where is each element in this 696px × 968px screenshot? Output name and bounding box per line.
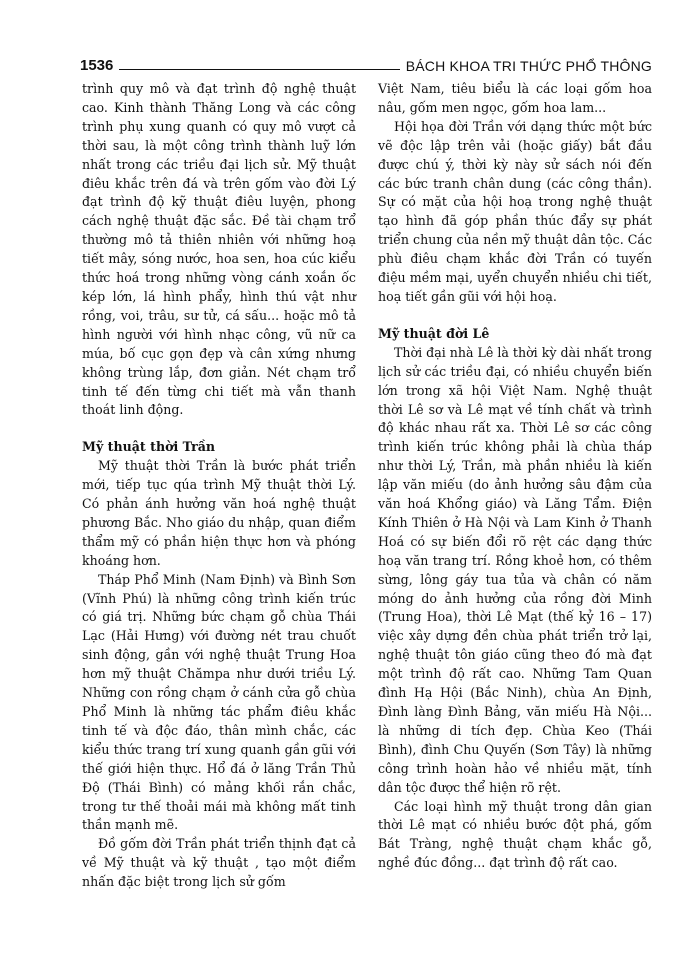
paragraph-tran-intro: Mỹ thuật thời Trần là bước phát triển mới, tiếp tục qúa trình Mỹ thuật thời Lý. Có phản ánh hưởng văn hoá nghệ thuật phương Bắc. Nho giáo du nhập, quan điểm thẩm mỹ có phần hiện thực hơn và phóng khoáng hơn. [82, 458, 356, 568]
paragraph-tran-painting: Hội họa đời Trần với dạng thức một bức vẽ độc lập trên vải (hoặc giấy) bắt đầu được chú ý, thời kỳ này sử sách nói đến các bức tranh chân dung (các công thần). Sự có mặt của hội hoạ trong nghệ thuật tạo hình đã góp phần thúc đẩy sự phát triển chung của nền mỹ thuật dân tộc. Các phù điêu chạm khắc đời Trần có tuyến điệu mềm mại, uyển chuyển nhiều chi tiết, hoạ tiết gần gũi với hội hoạ. [378, 118, 652, 304]
paragraph-ly-continued: trình quy mô và đạt trình độ nghệ thuật cao. Kinh thành Thăng Long và các công trình phụ xung quanh có quy mô vượt cả thời sau, là một công trình thành luỹ lớn nhất trong các triều đại lịch sử. Mỹ thuật điêu khắc trên đá và trên gốm vào đời Lý đạt trình độ kỹ thuật điêu luyện, phong cách nghệ thuật đặc sắc. Đề tài chạm trổ thường mô tả thiên nhiên với những hoạ tiết mây, sóng nước, hoa sen, hoa cúc kiểu thức hoá trong những vòng cánh xoắn ốc kép lớn, lá hình phẩy, hình thú vật như rồng, voi, trâu, sư tử, cá sấu... hoặc mô tả hình người với hình nhạc công, vũ nữ ca múa, bố cục gọn đẹp và cân xứng nhưng không trùng lắp, đơn giản. Nét chạm trổ tinh tế đến từng chi tiết mà vẫn thanh thoát linh động. [82, 81, 356, 418]
paragraph-le-intro: Thời đại nhà Lê là thời kỳ dài nhất trong lịch sử các triều đại, có nhiều chuyển biến lớn trong xã hội Việt Nam. Nghệ thuật thời Lê sơ và Lê mạt về tính chất và trình độ khác nhau rất xa. Thời Lê sơ các công trình kiến trúc không phải là chùa tháp như thời Lý, Trần, mà phần nhiều là kiến lập văn miếu (do ảnh hưởng sâu đậm của văn hoá Khổng giáo) và Lăng Tẩm. Điện Kính Thiên ở Hà Nội và Lam Kinh ở Thanh Hoá có sự biến đổi rõ rệt các dạng thức hoạ văn trang trí. Rồng khoẻ hơn, có thêm sừng, lông gáy tua tủa và chân có năm móng do ảnh hưởng của rồng đời Minh (Trung Hoa), thời Lê Mạt (thế kỷ 16 – 17) việc xây dựng đền chùa phát triển trở lại, nghệ thuật tôn giáo cũng theo đó mà đạt một trình độ rất cao. Những Tam Quan đình Hạ Hội (Bắc Ninh), chùa An Định, Đình làng Đình Bảng, văn miếu Hà Nội... là những di tích đẹp. Chùa Keo (Thái Bình), đình Chu Quyến (Sơn Tây) là những công trình hoàn hảo về nhiều mặt, tính dân tộc được thể hiện rõ rệt. [378, 344, 652, 795]
paragraph-ceramics-continued: Việt Nam, tiêu biểu là các loại gốm hoa nâu, gốm men ngọc, gốm hoa lam... [378, 81, 652, 115]
section-heading-le: Mỹ thuật đời Lê [378, 325, 490, 341]
section-heading-tran: Mỹ thuật thời Trần [82, 439, 216, 455]
page-header [80, 52, 652, 74]
paragraph-le-folk-art: Các loại hình mỹ thuật trong dân gian thời Lê mạt có nhiều bước đột phá, gốm Bát Tràng, nghệ thuật chạm khắc gỗ, nghề đúc đồng... đạt trình độ rất cao. [378, 798, 652, 871]
header-rule [119, 69, 399, 70]
paragraph-tran-ceramics: Đồ gốm đời Trần phát triển thịnh đạt cả về Mỹ thuật và kỹ thuật , tạo một điểm nhấn đặc biệt trong lịch sử gốm [82, 836, 356, 890]
paragraph-tran-architecture: Tháp Phổ Minh (Nam Định) và Bình Sơn (Vĩnh Phú) là những công trình kiến trúc có giá trị. Những bức chạm gỗ chùa Thái Lạc (Hải Hưng) với đường nét trau chuốt sinh động, gần với nghệ thuật Trung Hoa hơn mỹ thuật Chămpa như dưới triều Lý. Những con rồng chạm ở cánh cửa gỗ chùa Phổ Minh là những tác phẩm điêu khắc tinh tế và độc đáo, thân mình chắc, các kiểu thức trang trí xung quanh gần gũi với thế giới hiện thực. Hổ đá ở lăng Trần Thủ Độ (Thái Bình) có mảng khối rắn chắc, trong tư thế thoải mái mà không mất tinh thần mạnh mẽ. [82, 571, 356, 833]
page-number: 1536 [80, 57, 114, 74]
section-gap [378, 307, 652, 325]
running-title: BÁCH KHOA TRI THỨC PHỔ THÔNG [405, 58, 652, 74]
right-column [378, 80, 652, 873]
left-column [82, 80, 356, 892]
section-gap [82, 420, 356, 438]
